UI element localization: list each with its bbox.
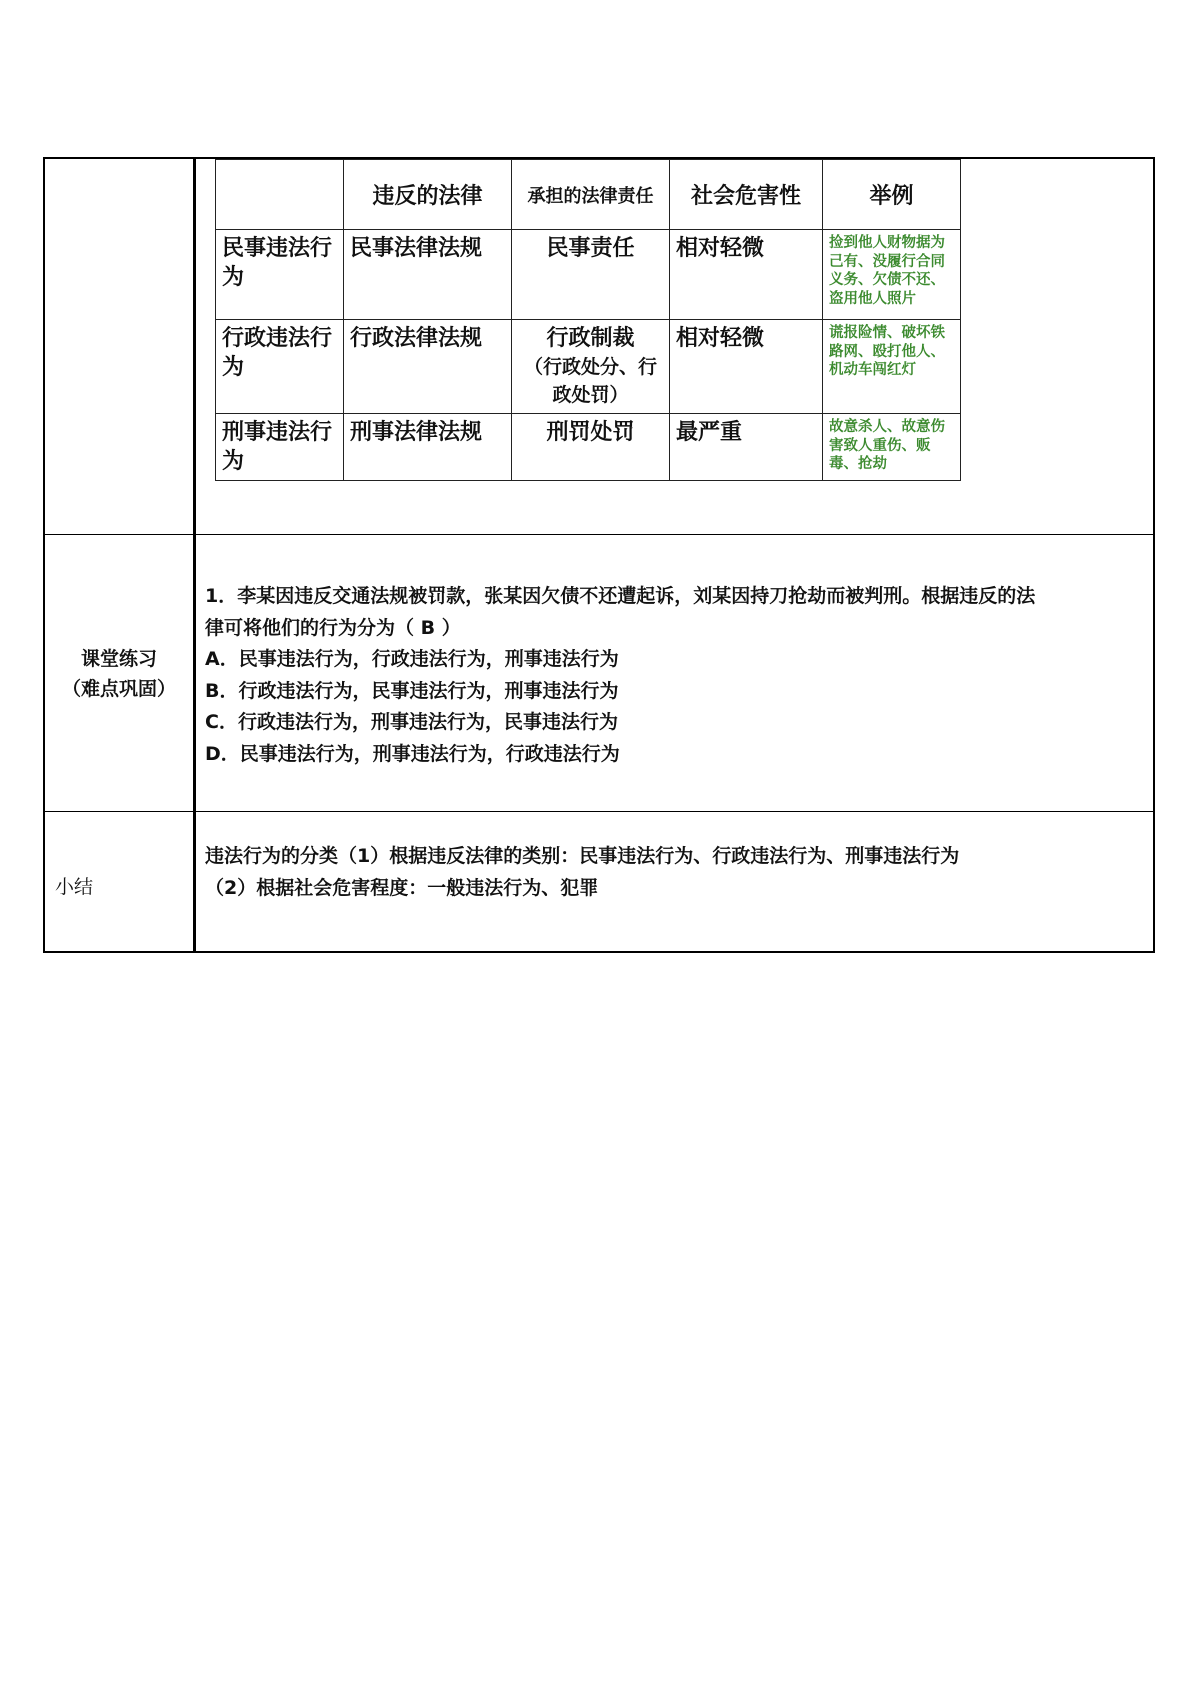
comparison-table xyxy=(215,159,961,481)
row-example: 故意杀人、故意伤害致人重伤、贩毒、抢劫 xyxy=(823,414,961,481)
row-type: 民事违法行为 xyxy=(216,230,344,320)
row-harm: 相对轻微 xyxy=(670,320,823,414)
option-a: A．民事违法行为，行政违法行为，刑事违法行为 xyxy=(205,648,619,670)
option-c: C．行政违法行为，刑事违法行为，民事违法行为 xyxy=(205,711,618,733)
summary-content xyxy=(205,841,1145,904)
option-b: B．行政违法行为，民事违法行为，刑事违法行为 xyxy=(205,679,619,702)
question-line: 律可将他们的行为分为（ B ） xyxy=(205,616,461,639)
summary-line: 违法行为的分类（1）根据违反法律的类别：民事违法行为、行政违法行为、刑事违法行为 xyxy=(205,845,960,867)
header-law: 违反的法律 xyxy=(344,160,512,230)
header-example: 举例 xyxy=(823,160,961,230)
question-line: 1．李某因违反交通法规被罚款，张某因欠债不还遭起诉，刘某因持刀抢劫而被判刑。根据违反的法 xyxy=(205,585,1036,607)
row-harm: 最严重 xyxy=(670,414,823,481)
row-type: 刑事违法行为 xyxy=(216,414,344,481)
table-row xyxy=(216,414,961,481)
liability-text: 刑罚处罚 xyxy=(546,420,635,445)
header-blank xyxy=(216,160,344,230)
row-harm: 相对轻微 xyxy=(670,230,823,320)
header-harm: 社会危害性 xyxy=(670,160,823,230)
option-d: D．民事违法行为，刑事违法行为，行政违法行为 xyxy=(205,742,620,765)
row-divider xyxy=(45,534,1153,535)
row-law: 刑事法律法规 xyxy=(344,414,512,481)
summary-line: （2）根据社会危害程度：一般违法行为、犯罪 xyxy=(205,876,599,899)
row-liability xyxy=(512,230,670,320)
exercise-content xyxy=(205,581,1145,770)
lesson-table xyxy=(43,157,1155,953)
row-liability xyxy=(512,414,670,481)
liability-detail: （行政处分、行政处罚） xyxy=(523,356,657,406)
header-liability: 承担的法律责任 xyxy=(512,160,670,230)
table-row xyxy=(216,230,961,320)
row-law: 行政法律法规 xyxy=(344,320,512,414)
row-divider xyxy=(45,811,1153,812)
exercise-label xyxy=(45,644,193,704)
exercise-label-line1: 课堂练习 xyxy=(80,648,157,670)
liability-text: 行政制裁 xyxy=(546,326,635,351)
summary-label: 小结 xyxy=(55,876,94,898)
row-liability xyxy=(512,320,670,414)
table-row xyxy=(216,320,961,414)
row-law: 民事法律法规 xyxy=(344,230,512,320)
exercise-label-line2: （难点巩固） xyxy=(61,678,176,700)
row-example: 捡到他人财物据为己有、没履行合同义务、欠债不还、盗用他人照片 xyxy=(823,230,961,320)
column-divider xyxy=(193,159,196,951)
row-type: 行政违法行为 xyxy=(216,320,344,414)
table-header-row xyxy=(216,160,961,230)
liability-text: 民事责任 xyxy=(546,236,635,261)
row-example: 谎报险情、破坏铁路网、殴打他人、机动车闯红灯 xyxy=(823,320,961,414)
